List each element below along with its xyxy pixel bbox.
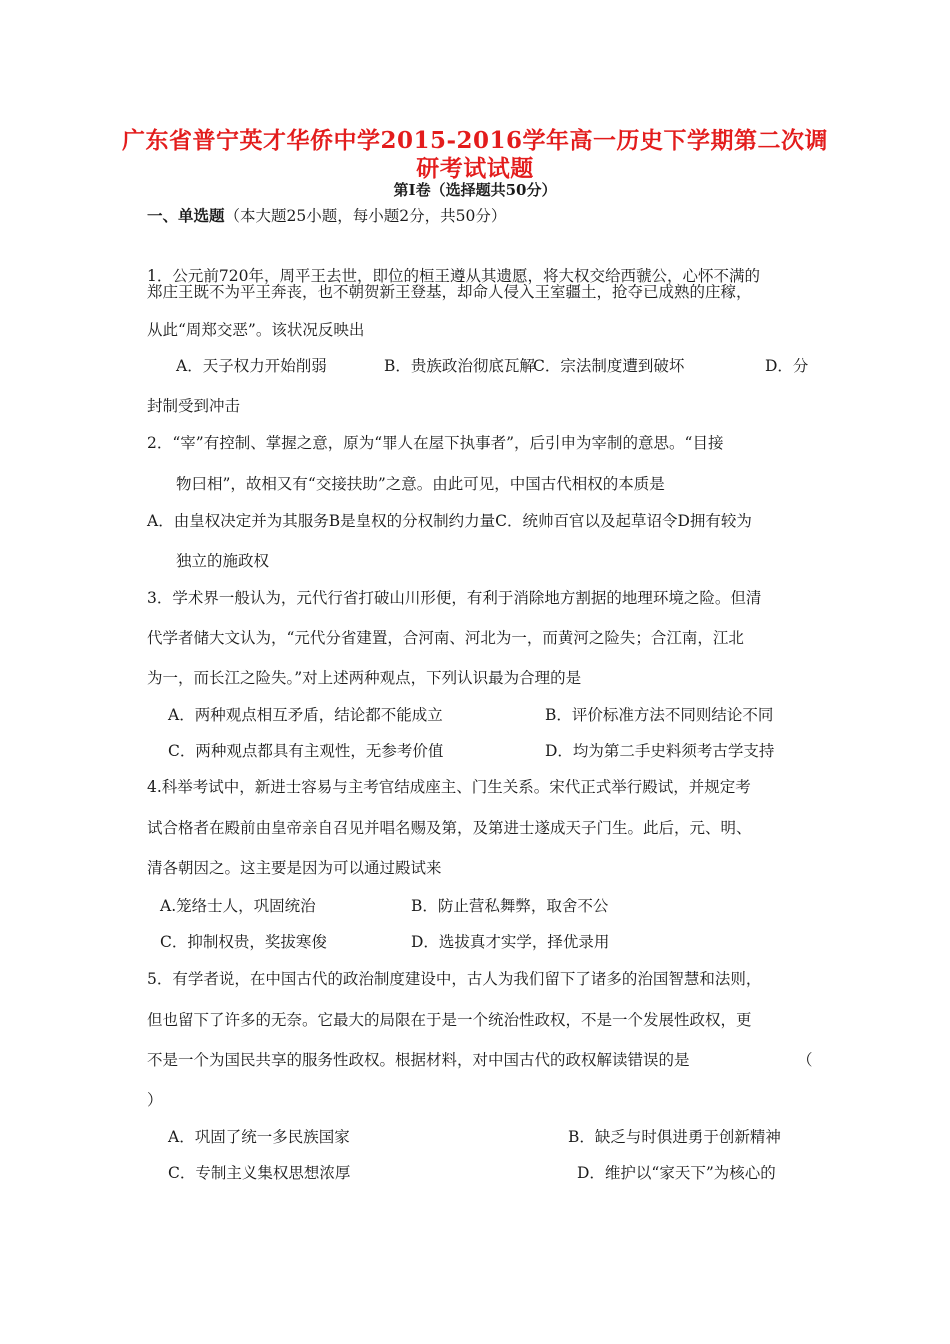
q5-answer-paren-open: （ [797,1051,813,1069]
q1-line4: 封制受到冲击 [147,397,241,415]
q3-option-b: B．评价标准方法不同则结论不同 [545,706,774,724]
q5-line3: 不是一个为国民共享的服务性政权。根据材料，对中国古代的政权解读错误的是 [147,1051,690,1069]
q2-line4: 独立的施政权 [176,552,270,570]
q3-option-c: C．两种观点都具有主观性，无参考价值 [168,742,444,760]
section-heading-label: 一、单选题 [147,206,225,225]
q1-option-b: B．贵族政治彻底瓦解 [384,357,535,375]
q3-option-d: D．均为第二手史料须考古学支持 [545,742,775,760]
q3-line3: 为一，而长江之险失。”对上述两种观点，下列认识最为合理的是 [147,669,582,687]
q4-line3: 清各朝因之。这主要是因为可以通过殿试来 [147,859,442,877]
q3-line2: 代学者储大文认为，“元代分省建置，合河南、河北为一，而黄河之险失；合江南，江北 [147,629,744,647]
q5-option-a: A．巩固了统一多民族国家 [168,1128,350,1146]
paper-subtitle: 第Ⅰ卷（选择题共50分） [393,181,557,199]
q4-line1: 4.科举考试中，新进士容易与主考官结成座主、门生关系。宋代正式举行殿试，并规定考 [147,778,751,796]
q5-option-b: B．缺乏与时俱进勇于创新精神 [568,1128,781,1146]
q1-option-a: A．天子权力开始削弱 [176,357,327,375]
q4-option-d: D．选拔真才实学，择优录用 [411,933,610,951]
q4-line2: 试合格者在殿前由皇帝亲自召见并唱名赐及第，及第进士遂成天子门生。此后，元、明、 [147,819,752,837]
q2-line2: 物曰相”，故相又有“交接扶助”之意。由此可见，中国古代相权的本质是 [176,475,665,493]
document-title-line1: 广东省普宁英才华侨中学2015-2016学年高一历史下学期第二次调 [121,127,829,154]
q5-answer-paren-close: ） [147,1091,163,1109]
document-title-line2: 研考试试题 [416,155,534,182]
q1-line3: 从此“周郑交恶”。该状况反映出 [147,321,365,339]
q5-option-c: C．专制主义集权思想浓厚 [168,1164,351,1182]
q1-option-d: D．分 [765,357,809,375]
q4-option-b: B．防止营私舞弊，取舍不公 [411,897,609,915]
q3-option-a: A．两种观点相互矛盾，结论都不能成立 [168,706,443,724]
q5-line2: 但也留下了许多的无奈。它最大的局限在于是一个统治性政权，不是一个发展性政权，更 [147,1011,752,1029]
q1-line2: 郑庄王既不为平王奔丧，也不朝贺新王登基，却命人侵入王室疆土，抢夺已成熟的庄稼， [147,283,752,301]
q5-option-d: D．维护以“家天下”为核心的 [577,1164,776,1182]
section-heading [147,206,506,226]
q5-line1: 5．有学者说，在中国古代的政治制度建设中，古人为我们留下了诸多的治国智慧和法则， [147,970,762,988]
section-heading-note: （本大题25小题，每小题2分，共50分） [224,207,507,225]
q2-line1: 2．“宰”有控制、掌握之意，原为“罪人在屋下执事者”，后引申为宰制的意思。“目接 [147,434,724,452]
q4-option-c: C．抑制权贵，奖拔寒俊 [160,933,327,951]
q4-option-a: A.笼络士人，巩固统治 [160,897,316,915]
q2-line3: A．由皇权决定并为其服务B是皇权的分权制约力量C．统帅百官以及起草诏令D拥有较为 [147,512,752,530]
q3-line1: 3．学术界一般认为，元代行省打破山川形便，有利于消除地方割据的地理环境之险。但清 [147,589,762,607]
q1-line1: 1．公元前720年，周平王去世，即位的桓王遵从其遗愿，将大权交给西虢公，心怀不满的 [147,267,760,285]
q1-option-c: C．宗法制度遭到破坏 [533,357,685,375]
